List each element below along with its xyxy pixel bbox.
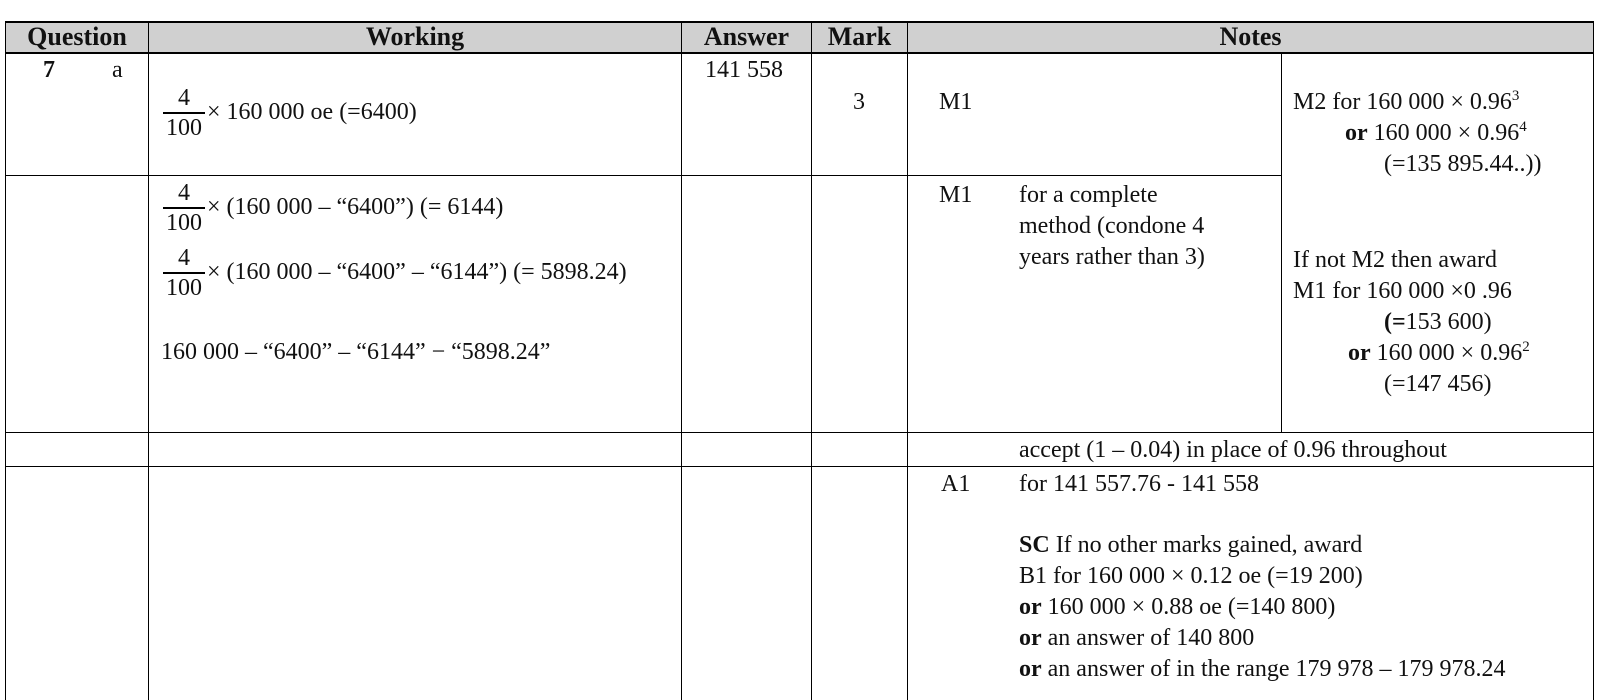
note-or-2-text: an answer of 140 800 [1041,625,1255,651]
row2-divider [5,432,1594,433]
note-accept: accept (1 – 0.04) in place of 0.96 throughout [1019,437,1447,463]
question-number: 7 [43,57,55,83]
col-divider-notes-inner [1281,53,1282,432]
header-mark: Mark [827,22,892,51]
side-note-alt-or [1348,339,1530,367]
header-divider [5,52,1594,54]
question-part: a [112,57,123,83]
exponent: 2 [1522,339,1530,355]
or-label: or [1019,656,1042,682]
exponent: 4 [1519,119,1527,135]
col-divider-answer [811,21,812,700]
side-note-m2-alt-text: 160 000 × 0.96 [1367,120,1520,146]
fraction-numerator: 4 [178,85,190,111]
fraction-bar [163,207,205,209]
side-note-alt-result-2: (=147 456) [1384,371,1492,397]
note-or-2 [1019,624,1254,652]
note-b1: B1 for 160 000 × 0.12 oe (=19 200) [1019,563,1363,589]
side-note-m2 [1293,88,1519,116]
side-note-alt-result-1-text: 153 600) [1405,309,1492,335]
note-code-m1-first: M1 [939,89,973,115]
answer-value: 141 558 [705,57,783,83]
working-line-2: × (160 000 – “6400”) (= 6144) [207,194,504,220]
header-working: Working [365,22,465,51]
mark-value: 3 [853,89,865,115]
side-note-alt-result-1 [1384,308,1492,336]
fraction-denominator: 100 [166,114,202,141]
row1-divider [5,175,1282,176]
col-divider-question [148,21,149,700]
sc-label: SC [1019,532,1050,558]
note-or-3-text: an answer of in the range 179 978 – 179 978.24 [1041,656,1506,682]
or-label: or [1019,625,1042,651]
fraction-bar [163,112,205,114]
row3-divider [5,466,1594,467]
fraction-bar [163,272,205,274]
header-notes: Notes [1219,22,1282,51]
side-note-m2-result: (=135 895.44..)) [1384,151,1542,177]
side-note-m2-alt [1345,119,1527,147]
or-label: or [1019,594,1042,620]
fraction-numerator: 4 [178,245,190,271]
or-label: or [1345,120,1368,146]
side-note-alt-m1: M1 for 160 000 ×0 .96 [1293,278,1512,304]
col-divider-mark [907,21,908,700]
side-note-alt-or-text: 160 000 × 0.96 [1370,340,1523,366]
side-note-alt-heading: If not M2 then award [1293,247,1497,273]
exponent: 3 [1511,88,1520,104]
note-code-a1: A1 [941,471,971,497]
note-or-3 [1019,655,1506,683]
side-note-m2-text: M2 for 160 000 × 0.96 [1293,89,1512,115]
fraction-denominator: 100 [166,209,202,236]
working-fraction-1 [163,86,205,140]
note-complete-method-1: for a complete [1019,182,1158,208]
working-line-4: 160 000 – “6400” – “6144” − “5898.24” [161,339,551,365]
table-border-right [1593,21,1594,700]
col-divider-working [681,21,682,700]
fraction-denominator: 100 [166,274,202,301]
working-fraction-2 [163,181,205,235]
table-border-left [5,21,6,700]
sc-text: If no other marks gained, award [1049,532,1363,558]
header-answer: Answer [703,22,790,51]
or-label: or [1348,340,1371,366]
working-line-3: × (160 000 – “6400” – “6144”) (= 5898.24) [207,259,627,285]
working-fraction-3 [163,246,205,300]
working-line-1: × 160 000 oe (=6400) [207,99,417,125]
fraction-numerator: 4 [178,180,190,206]
note-complete-method-2: method (condone 4 [1019,213,1205,239]
note-or-1-text: 160 000 × 0.88 oe (=140 800) [1041,594,1336,620]
note-or-1 [1019,593,1335,621]
note-complete-method-3: years rather than 3) [1019,244,1205,270]
note-a1-range: for 141 557.76 - 141 558 [1019,471,1259,497]
bold-prefix: (= [1384,309,1406,335]
note-sc [1019,531,1362,559]
header-question: Question [27,22,127,51]
note-code-m1-second: M1 [939,182,973,208]
